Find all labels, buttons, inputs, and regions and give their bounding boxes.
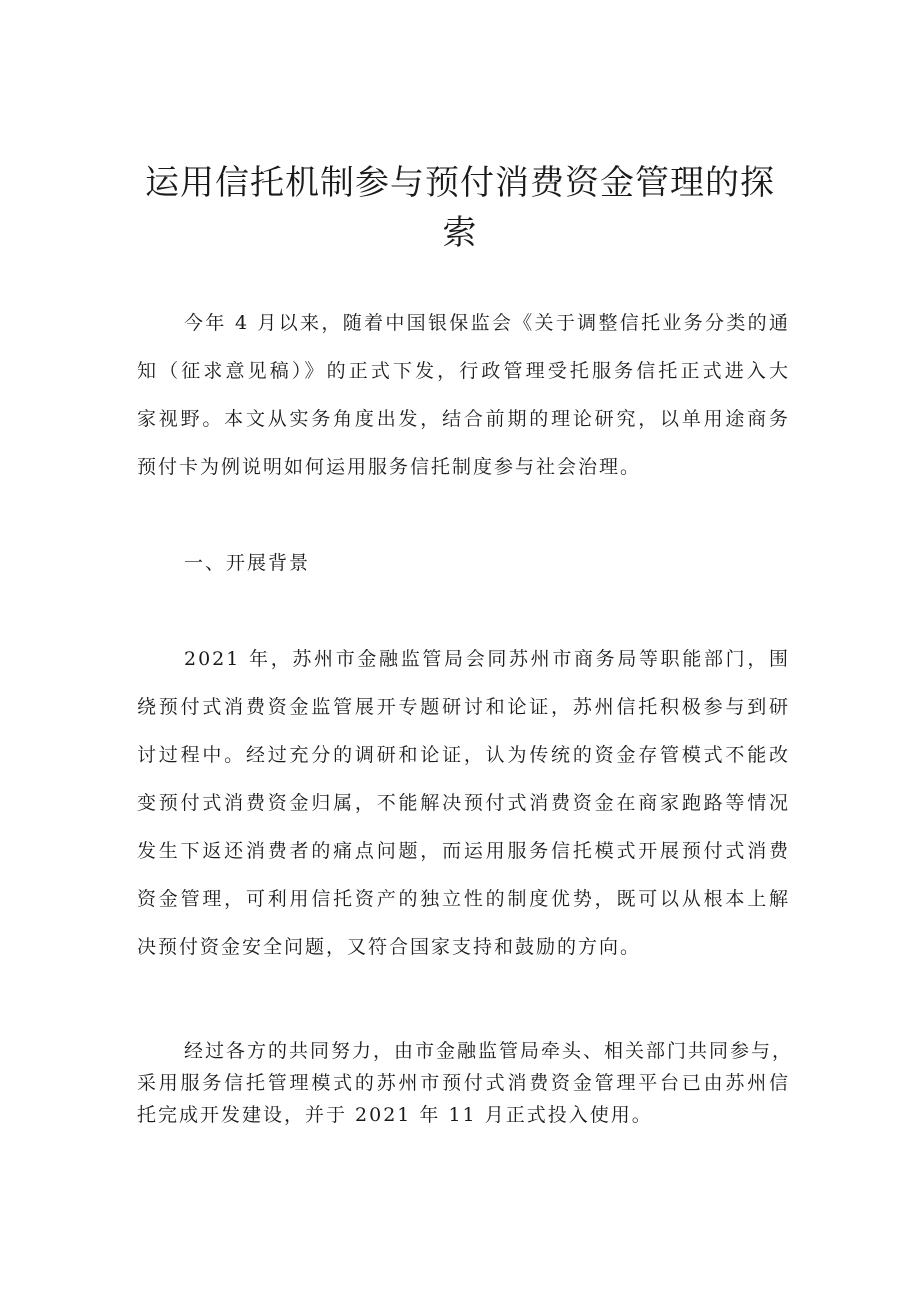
paragraph-line: 今年 4 月以来，随着中国银保监会《关于调整信托业务分类的通 xyxy=(184,312,790,334)
paragraph-line: 决预付资金安全问题，又符合国家支持和鼓励的方向。 xyxy=(137,936,642,958)
paragraph-line: 变预付式消费资金归属，不能解决预付式消费资金在商家跑路等情况 xyxy=(137,792,790,814)
paragraph-line: 预付卡为例说明如何运用服务信托制度参与社会治理。 xyxy=(137,456,642,478)
paragraph-line: 讨过程中。经过充分的调研和论证，认为传统的资金存管模式不能改 xyxy=(137,744,790,766)
document-title-line-2: 索 xyxy=(442,213,478,253)
paragraph-line: 知（征求意见稿）》的正式下发，行政管理受托服务信托正式进入大 xyxy=(137,360,790,382)
paragraph-line: 采用服务信托管理模式的苏州市预付式消费资金管理平台已由苏州信 xyxy=(137,1072,790,1094)
paragraph-line: 资金管理，可利用信托资产的独立性的制度优势，既可以从根本上解 xyxy=(137,888,790,910)
paragraph-line: 家视野。本文从实务角度出发，结合前期的理论研究，以单用途商务 xyxy=(137,408,790,430)
paragraph-line: 发生下返还消费者的痛点问题，而运用服务信托模式开展预付式消费 xyxy=(137,840,790,862)
section-heading-text: 一、开展背景 xyxy=(184,552,311,574)
paragraph-line: 经过各方的共同努力，由市金融监管局牵头、相关部门共同参与， xyxy=(184,1040,794,1062)
paragraph-line: 绕预付式消费资金监管展开专题研讨和论证，苏州信托积极参与到研 xyxy=(137,696,790,718)
paragraph-line: 托完成开发建设，并于 2021 年 11 月正式投入使用。 xyxy=(137,1104,653,1126)
paragraph-line: 2021 年，苏州市金融监管局会同苏州市商务局等职能部门，围 xyxy=(184,648,790,670)
document-title-line-1: 运用信托机制参与预付消费资金管理的探 xyxy=(145,163,775,203)
